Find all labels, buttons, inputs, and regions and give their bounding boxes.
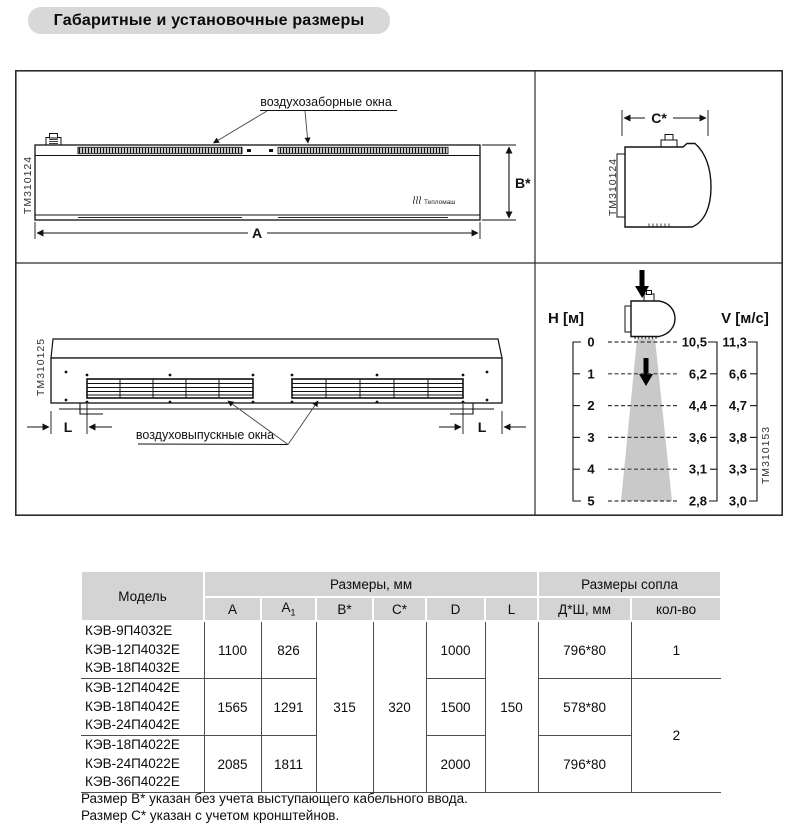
model-name: КЭВ-18П4022Е bbox=[85, 737, 180, 753]
v2-scale-values bbox=[722, 335, 747, 509]
model-name: КЭВ-36П4022Е bbox=[85, 774, 180, 790]
h-value: 2 bbox=[587, 398, 595, 414]
intake-windows-label: воздухозаборные окна bbox=[260, 95, 392, 109]
value-count-merged: 2 bbox=[631, 679, 721, 793]
h-scale-values bbox=[587, 335, 595, 509]
v2-value: 3,8 bbox=[728, 429, 747, 445]
v1-value: 10,5 bbox=[681, 334, 707, 350]
v2-value: 3,3 bbox=[728, 461, 747, 477]
mini-unit bbox=[625, 291, 675, 339]
model-name: КЭВ-12П4032Е bbox=[85, 641, 180, 657]
v1-value: 4,4 bbox=[688, 398, 707, 414]
model-cell bbox=[81, 679, 204, 736]
col-header-a: A bbox=[204, 597, 261, 621]
dimensions-table bbox=[80, 570, 722, 793]
h-value: 0 bbox=[587, 334, 595, 350]
bottom-view-code: ТМ310125 bbox=[35, 337, 47, 397]
value-nozzle: 796*80 bbox=[538, 736, 631, 793]
value-count: 1 bbox=[631, 621, 721, 679]
intake-grille-left bbox=[78, 147, 242, 153]
v2-value: 11,3 bbox=[722, 334, 747, 350]
value-a1: 826 bbox=[261, 621, 316, 679]
model-name: КЭВ-18П4042Е bbox=[85, 698, 180, 714]
col-header-d: D bbox=[426, 597, 485, 621]
dim-c bbox=[622, 110, 708, 136]
h-value: 1 bbox=[587, 366, 595, 382]
dim-b-label: B* bbox=[515, 175, 531, 191]
brand-text: Тепломаш bbox=[424, 199, 456, 206]
value-b-merged: 315 bbox=[316, 621, 373, 793]
h-value: 5 bbox=[587, 493, 595, 509]
intake-grille-right bbox=[278, 147, 448, 153]
value-a: 1565 bbox=[204, 679, 261, 736]
dim-c-label: C* bbox=[651, 110, 667, 126]
col-group-nozzle: Размеры сопла bbox=[538, 571, 721, 597]
outlet-grille-left bbox=[87, 379, 253, 398]
value-a: 1100 bbox=[204, 621, 261, 679]
model-cell bbox=[81, 621, 204, 679]
footnotes bbox=[81, 791, 468, 824]
front-view-code: ТМ310124 bbox=[22, 155, 34, 215]
table-row bbox=[81, 621, 721, 679]
value-a: 2085 bbox=[204, 736, 261, 793]
h-value: 4 bbox=[587, 461, 595, 477]
h-value: 3 bbox=[587, 429, 595, 445]
side-view-drawing bbox=[607, 110, 711, 227]
dim-l-left-label: L bbox=[63, 419, 73, 435]
model-name: КЭВ-9П4032Е bbox=[85, 623, 173, 639]
value-a1: 1291 bbox=[261, 679, 316, 736]
dimension-drawings-figure bbox=[15, 70, 783, 516]
col-header-nozzle-count: кол-во bbox=[631, 597, 721, 621]
v1-value: 3,1 bbox=[688, 461, 707, 477]
value-nozzle: 796*80 bbox=[538, 621, 631, 679]
cable-gland-icon bbox=[46, 134, 61, 146]
v2-value: 6,6 bbox=[728, 366, 747, 382]
velocity-diagram bbox=[548, 270, 772, 509]
drawings-svg bbox=[15, 70, 783, 516]
value-d: 2000 bbox=[426, 736, 485, 793]
v1-value: 2,8 bbox=[688, 493, 707, 509]
side-profile bbox=[625, 135, 711, 228]
value-nozzle: 578*80 bbox=[538, 679, 631, 736]
mounting-rail bbox=[59, 403, 494, 414]
bottom-view-drawing bbox=[27, 338, 526, 445]
col-header-c: C* bbox=[373, 597, 426, 621]
col-header-a1: $A_1$ bbox=[261, 597, 316, 621]
dim-l-right-label: L bbox=[477, 419, 487, 435]
page-title-text: Габаритные и установочные размеры bbox=[53, 11, 365, 29]
v2-value: 4,7 bbox=[728, 398, 747, 414]
front-view-drawing bbox=[22, 95, 531, 241]
col-header-nozzle-size: Д*Ш, мм bbox=[538, 597, 631, 621]
value-a1: 1811 bbox=[261, 736, 316, 793]
col-header-model: Модель bbox=[81, 571, 204, 621]
footnote-c: Размер С* указан с учетом кронштейнов. bbox=[81, 807, 340, 823]
dim-b bbox=[482, 145, 531, 220]
value-d: 1000 bbox=[426, 621, 485, 679]
v1-scale-values bbox=[682, 335, 708, 509]
model-name: КЭВ-18П4032Е bbox=[85, 660, 180, 676]
col-header-b: B* bbox=[316, 597, 373, 621]
model-name: КЭВ-12П4042Е bbox=[85, 680, 180, 696]
velocity-diagram-code: ТМ310153 bbox=[760, 425, 772, 485]
v2-value: 3,0 bbox=[728, 493, 747, 509]
model-cell bbox=[81, 736, 204, 793]
footnote-b: Размер В* указан без учета выступающего кабельного ввода. bbox=[81, 791, 468, 806]
side-view-code: ТМ310124 bbox=[607, 157, 619, 217]
col-header-l: L bbox=[485, 597, 538, 621]
h-axis-label: H [м] bbox=[547, 310, 585, 327]
dim-a-label: A bbox=[251, 225, 263, 241]
model-name: КЭВ-24П4022Е bbox=[85, 755, 180, 771]
outlet-windows-label: воздуховыпускные окна bbox=[135, 428, 275, 442]
col-group-dimensions: Размеры, мм bbox=[204, 571, 538, 597]
value-d: 1500 bbox=[426, 679, 485, 736]
v1-value: 6,2 bbox=[688, 366, 707, 382]
value-l-merged: 150 bbox=[485, 621, 538, 793]
v-axis-label: V [м/с] bbox=[721, 310, 769, 327]
model-name: КЭВ-24П4042Е bbox=[85, 717, 180, 733]
page-title bbox=[28, 7, 390, 34]
outlet-grille-right bbox=[292, 379, 463, 398]
value-c-merged: 320 bbox=[373, 621, 426, 793]
dim-a bbox=[35, 222, 480, 241]
v1-value: 3,6 bbox=[688, 429, 707, 445]
